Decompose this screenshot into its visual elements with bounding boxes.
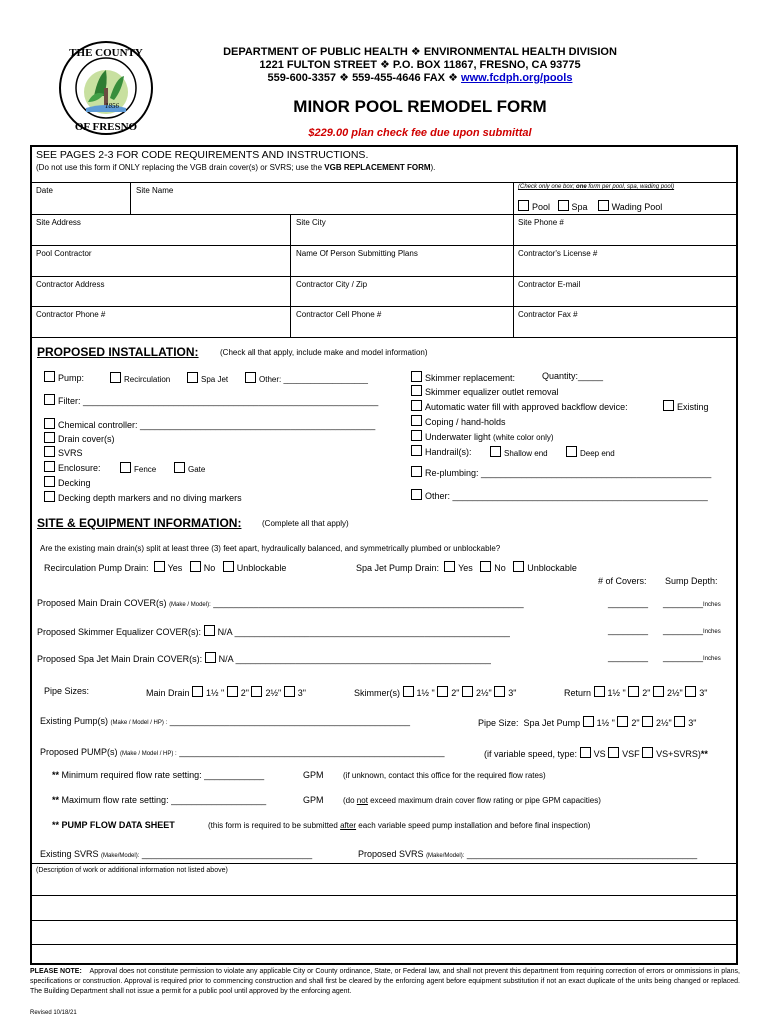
contractor-city-label: Contractor City / Zip bbox=[296, 280, 368, 289]
coping-checkbox[interactable] bbox=[411, 415, 422, 426]
decking-checkbox[interactable] bbox=[44, 476, 55, 487]
gpm-label-1: GPM bbox=[303, 770, 324, 780]
contractor-fax-label: Contractor Fax # bbox=[518, 310, 578, 319]
intro-line1: SEE PAGES 2-3 FOR CODE REQUIREMENTS AND INSTRUCTIONS. bbox=[36, 149, 369, 161]
main-sump-field: ________Inches bbox=[663, 598, 721, 608]
recirc-checkbox[interactable] bbox=[110, 372, 121, 383]
md-2[interactable] bbox=[227, 686, 238, 697]
min-flow-row: ** Minimum required flow rate setting: ____________ bbox=[52, 770, 265, 780]
gpm-label-2: GPM bbox=[303, 795, 324, 805]
main-drain-pipe: Main Drain 1½ " 2" 2½" 3" bbox=[146, 688, 306, 698]
svrs-checkbox[interactable] bbox=[44, 446, 55, 457]
other2-checkbox[interactable] bbox=[411, 489, 422, 500]
pool-contractor-label: Pool Contractor bbox=[36, 249, 92, 258]
spa-cover-row: Proposed Spa Jet Main Drain COVER(s): N/A ___________________________________________________ bbox=[37, 654, 491, 664]
check-note: (Check only one box; one form per pool, spa, wading pool) bbox=[518, 184, 675, 190]
proposed-heading: PROPOSED INSTALLATION: bbox=[37, 345, 199, 359]
form-title: MINOR POOL REMODEL FORM bbox=[293, 97, 547, 116]
please-note: PLEASE NOTE: Approval does not constitute permission to violate any applicable City or County ordinance, State, or Federal law, and shall not prevent this department from requiring correction of errors or ommissions in plans, specifications or construction. Approval is required prior to commencing construction and shall first be cleared by the enforcing agent before equipment substitution if not an exact duplicate of the units being changed or replaced. The Building Department shall not issue a permit for a public pool until approved by the enforcing agent. bbox=[30, 968, 740, 995]
intro-line2: (Do not use this form if ONLY replacing the VGB drain cover(s) or SVRS; use the VGB REPLACEMENT FORM). bbox=[36, 163, 436, 172]
drain-question: Are the existing main drain(s) split at least three (3) feet apart, hydraulically balanced, and symmetrically plumbed or unblockable? bbox=[40, 544, 501, 553]
spa-covers-field[interactable]: ________ bbox=[608, 652, 649, 662]
revised-date: Revised 10/18/21 bbox=[30, 1010, 77, 1016]
existing-svrs-row: Existing SVRS (Make/Model): __________________________________ bbox=[40, 849, 313, 859]
md-3[interactable] bbox=[284, 686, 295, 697]
pfds-note: (this form is required to be submitted after each variable speed pump installation and before final inspection) bbox=[208, 821, 591, 830]
filter-checkbox[interactable] bbox=[44, 394, 55, 405]
proposed-pump-row: Proposed PUMP(s) (Make / Model / HP) : _____________________________________________________ bbox=[40, 747, 445, 757]
sk-15[interactable] bbox=[403, 686, 414, 697]
pipe-sizes-label: Pipe Sizes: bbox=[44, 686, 90, 696]
license-label: Contractor's License # bbox=[518, 249, 598, 258]
equip-note: (Complete all that apply) bbox=[262, 519, 349, 528]
vsf-checkbox[interactable] bbox=[608, 747, 619, 758]
skimmer-pipe: Skimmer(s) 1½ " 2" 2½" 3" bbox=[354, 688, 517, 698]
form-box bbox=[30, 145, 738, 965]
recirc-no-checkbox[interactable] bbox=[190, 561, 201, 572]
website-link[interactable]: www.fcdph.org/pools bbox=[461, 72, 573, 84]
wading-checkbox[interactable] bbox=[598, 200, 609, 211]
sk-3[interactable] bbox=[494, 686, 505, 697]
date-label: Date bbox=[36, 186, 53, 195]
contractor-phone-label: Contractor Phone # bbox=[36, 310, 106, 319]
contractor-cell-label: Contractor Cell Phone # bbox=[296, 310, 382, 319]
sump-label: Sump Depth: bbox=[665, 576, 718, 586]
enclosure-checkbox[interactable] bbox=[44, 461, 55, 472]
gate-checkbox[interactable] bbox=[174, 462, 185, 473]
rt-2[interactable] bbox=[628, 686, 639, 697]
site-phone-label: Site Phone # bbox=[518, 218, 564, 227]
shallow-checkbox[interactable] bbox=[490, 446, 501, 457]
sj-15[interactable] bbox=[583, 716, 594, 727]
sj-25[interactable] bbox=[642, 716, 653, 727]
desc-line-2[interactable] bbox=[30, 920, 738, 921]
skim-cover-row: Proposed Skimmer Equalizer COVER(s): N/A _______________________________________________________ bbox=[37, 627, 510, 637]
chem-checkbox[interactable] bbox=[44, 418, 55, 429]
site-name-label: Site Name bbox=[136, 186, 174, 195]
light-checkbox[interactable] bbox=[411, 430, 422, 441]
max-flow-row: ** Maximum flow rate setting: ___________________ bbox=[52, 795, 267, 805]
spajet-yes-checkbox[interactable] bbox=[444, 561, 455, 572]
equip-heading: SITE & EQUIPMENT INFORMATION: bbox=[37, 516, 242, 530]
spa-na-checkbox[interactable] bbox=[205, 652, 216, 663]
description-label: (Description of work or additional information not listed above) bbox=[36, 867, 228, 874]
var-speed-row: (if variable speed, type: VS VSF VS+SVRS)** bbox=[484, 749, 708, 759]
autofill-checkbox[interactable] bbox=[411, 400, 422, 411]
vssvrs-checkbox[interactable] bbox=[642, 747, 653, 758]
spajet-checkbox[interactable] bbox=[187, 372, 198, 383]
existing-pump-row: Existing Pump(s) (Make / Model / HP) : ________________________________________________ bbox=[40, 716, 411, 726]
main-covers-field[interactable]: ________ bbox=[608, 598, 649, 608]
return-pipe: Return 1½ " 2" 2½" 3" bbox=[564, 688, 708, 698]
proposed-note: (Check all that apply, include make and model information) bbox=[220, 348, 428, 357]
pool-type-options: Pool Spa Wading Pool bbox=[518, 200, 662, 212]
main-cover-row: Proposed Main Drain COVER(s) (Make / Model): ______________________________________________________________ bbox=[37, 598, 524, 608]
min-flow-note: (if unknown, contact this office for the required flow rates) bbox=[343, 771, 546, 780]
header-line2: 1221 FULTON STREET ❖ P.O. BOX 11867, FRESNO, CA 93775 bbox=[259, 59, 581, 71]
pump-checkbox[interactable] bbox=[44, 371, 55, 382]
spajet-no-checkbox[interactable] bbox=[480, 561, 491, 572]
skim-sump-field: ________Inches bbox=[663, 625, 721, 635]
rt-3[interactable] bbox=[685, 686, 696, 697]
site-city-label: Site City bbox=[296, 218, 326, 227]
header-line3: 559-600-3357 ❖ 559-455-4646 FAX ❖ www.fcdph.org/pools bbox=[267, 72, 573, 84]
site-address-label: Site Address bbox=[36, 218, 81, 227]
markers-checkbox[interactable] bbox=[44, 491, 55, 502]
sk-25[interactable] bbox=[462, 686, 473, 697]
sk-2[interactable] bbox=[437, 686, 448, 697]
recirc-unblockable-checkbox[interactable] bbox=[223, 561, 234, 572]
desc-line-3[interactable] bbox=[30, 944, 738, 945]
contractor-address-label: Contractor Address bbox=[36, 280, 105, 289]
skimmer-checkbox[interactable] bbox=[411, 371, 422, 382]
contractor-email-label: Contractor E-mail bbox=[518, 280, 581, 289]
pfds-label: ** PUMP FLOW DATA SHEET bbox=[52, 820, 175, 830]
deep-checkbox[interactable] bbox=[566, 446, 577, 457]
pool-checkbox[interactable] bbox=[518, 200, 529, 211]
seal-text-top: THE COUNTY bbox=[69, 47, 143, 59]
spa-sump-field: ________Inches bbox=[663, 652, 721, 662]
seal-text-bottom: OF FRESNO bbox=[74, 121, 138, 133]
skim-na-checkbox[interactable] bbox=[204, 625, 215, 636]
max-flow-note: (do not exceed maximum drain cover flow rating or pipe GPM capacities) bbox=[343, 796, 601, 805]
sj-2[interactable] bbox=[617, 716, 628, 727]
spa-checkbox[interactable] bbox=[558, 200, 569, 211]
rt-15[interactable] bbox=[594, 686, 605, 697]
recirc-drain-row: Recirculation Pump Drain: Yes No Unblockable bbox=[44, 563, 287, 573]
seal-year: 1856 bbox=[105, 102, 119, 110]
desc-line-1[interactable] bbox=[30, 895, 738, 896]
sj-3[interactable] bbox=[674, 716, 685, 727]
spajet-pipe-row: Pipe Size: Spa Jet Pump 1½ " 2" 2½" 3" bbox=[478, 718, 697, 728]
county-seal bbox=[58, 40, 154, 136]
recirc-yes-checkbox[interactable] bbox=[154, 561, 165, 572]
replumb-checkbox[interactable] bbox=[411, 466, 422, 477]
md-25[interactable] bbox=[251, 686, 262, 697]
submitter-label: Name Of Person Submitting Plans bbox=[296, 249, 418, 258]
other-pump-checkbox[interactable] bbox=[245, 372, 256, 383]
quantity-field[interactable]: Quantity:_____ bbox=[542, 371, 604, 381]
md-15[interactable] bbox=[192, 686, 203, 697]
existing-checkbox[interactable] bbox=[663, 400, 674, 411]
skim-eq-checkbox[interactable] bbox=[411, 385, 422, 396]
fee-notice: $229.00 plan check fee due upon submittal bbox=[308, 127, 532, 139]
handrail-checkbox[interactable] bbox=[411, 445, 422, 456]
vs-checkbox[interactable] bbox=[580, 747, 591, 758]
skim-covers-field[interactable]: ________ bbox=[608, 625, 649, 635]
proposed-svrs-row: Proposed SVRS (Make/Model): ______________________________________________ bbox=[358, 849, 698, 859]
fence-checkbox[interactable] bbox=[120, 462, 131, 473]
pump-row: Pump: bbox=[44, 371, 84, 383]
spajet-unblockable-checkbox[interactable] bbox=[513, 561, 524, 572]
drain-cover-checkbox[interactable] bbox=[44, 432, 55, 443]
spajet-drain-row: Spa Jet Pump Drain: Yes No Unblockable bbox=[356, 563, 577, 573]
covers-label: # of Covers: bbox=[598, 576, 647, 586]
header-line1: DEPARTMENT OF PUBLIC HEALTH ❖ ENVIRONMENTAL HEALTH DIVISION bbox=[223, 46, 617, 58]
rt-25[interactable] bbox=[653, 686, 664, 697]
